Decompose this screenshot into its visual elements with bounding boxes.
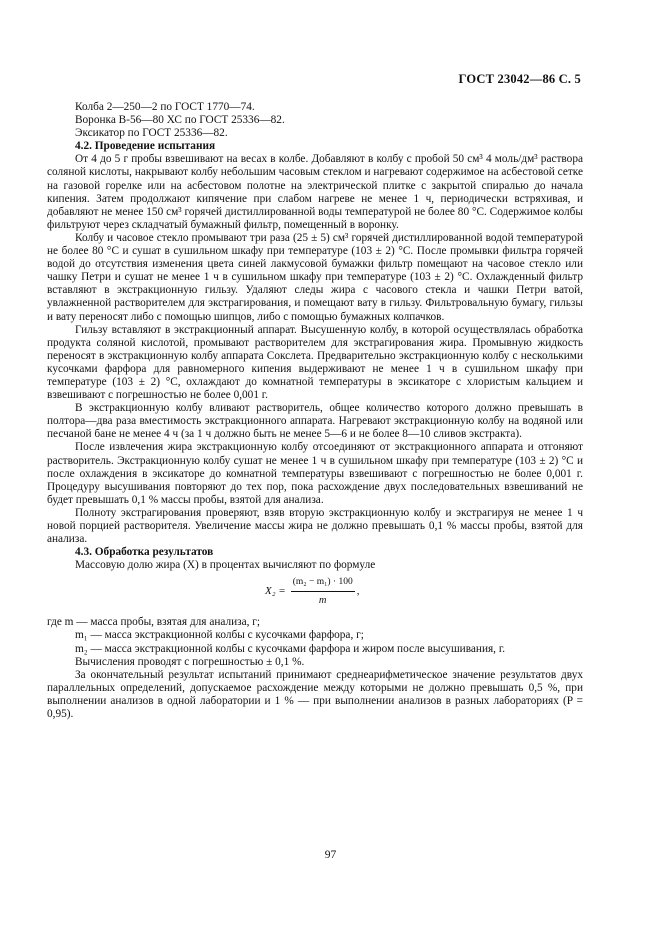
paragraph: Гильзу вставляют в экстракционный аппарат. Высушенную колбу, в которой осуществлялась обработка продукта соляной кислотой, промывают растворителем для экстрагирования жира. Промывную жидкость переносят в экстракционную колбу аппарата Сокслета. Предварительно экстракционную колбу с несколькими кусочками фарфора для равномерного кипения выдерживают не менее 1 ч в сушильном шкафу при температуре (103 ± 2) °С, охлаждают до комнатной температуры в эксикаторе с хлористым кальцием и взвешивают с погрешностью не более 0,001 г. [47,323,583,402]
equipment-item: Воронка В-56—80 ХС по ГОСТ 25336—82. [75,114,285,127]
formula-denominator: m [318,595,327,607]
page-header: ГОСТ 23042—86 С. 5 [458,72,581,86]
fat-fraction-formula [47,574,583,614]
definition-line: m₂ — масса экстракционной колбы с кусочками фарфора и жиром после высушивания, г. [75,642,506,655]
paragraph: В экстракционную колбу вливают растворитель, общее количество которого должно превышать в полтора—два раза вместимость экстракционного аппарата. Нагревают экстракционную колбу на водяной или песчаной бане не менее 4 ч (за 1 ч должно быть не менее 5—6 и не более 8—10 сливов экстракта). [47,402,583,441]
formula-fraction [291,576,355,607]
section-heading-4-2: 4.2. Проведение испытания [75,140,216,153]
paragraph: Колбу и часовое стекло промывают три раза (25 ± 5) см³ горячей дистиллированной водой температурой не более 80 °С и сушат в сушильном шкафу при температуре (103 ± 2) °С. После промывки фильтра горячей водой до отсутствия изменения цвета синей лакмусовой бумажки фильтр помещают на часовое стекло или чашку Петри и сушат не менее 1 ч в сушильном шкафу при температуре (103 ± 2) °С. Охлажденный фильтр вставляют в экстракционную гильзу. Удаляют следы жира с часового стекла и чашки Петри ватой, увлажненной растворителем для экстрагирования, и помещают вату в гильзу. Фильтровальную бумагу, гильзы и вату переносят либо с помощью шипцов, либо с помощью бумажных колпачков. [47,231,583,323]
definition-line: где m — масса пробы, взятая для анализа, г; [47,616,261,629]
equipment-item: Колба 2—250—2 по ГОСТ 1770—74. [75,101,255,113]
formula-numerator: (m₂ − m₁) · 100 [292,577,353,588]
section-heading-4-3: 4.3. Обработка результатов [75,546,214,559]
formula-tail: , [356,585,360,598]
paragraph: После извлечения жира экстракционную колбу отсоединяют от экстракционного аппарата и отгоняют растворитель. Экстракционную колбу сушат не менее 1 ч в сушильном шкафу при температуре (103 ± 2) °С и после охлаждения в эксикаторе до комнатной температуры взвешивают с погрешностью не более 0,001 г. Процедуру высушивания повторяют до тех пор, пока расхождение двух последовательных взвешиваний не будет превышать 0,1 % массы пробы, взятой для анализа. [47,441,583,506]
paragraph: Массовую долю жира (X) в процентах вычисляют по формуле [75,559,376,572]
fraction-bar [291,591,355,592]
paragraph: От 4 до 5 г пробы взвешивают на весах в колбе. Добавляют в колбу с пробой 50 см³ 4 моль/дм³ раствора соляной кислоты, накрывают колбу небольшим часовым стеклом и нагревают содержимое на асбестовой сетке на газовой горелке или на асбестовом полотне на электрической плитке с закрытой спиралью до начала кипения. Затем продолжают кипячение при слабом нагреве не менее 1 ч, периодически встряхивая, и добавляют не менее 150 см³ горячей дистиллированной воды температурой не более 80 °С. Содержимое колбы фильтруют через складчатый бумажный фильтр, помещенный в воронку. [47,153,583,231]
definition-line: m₁ — масса экстракционной колбы с кусочками фарфора, г; [75,629,364,642]
paragraph: За окончательный результат испытаний принимают среднеарифметическое значение результатов двух параллельных определений, допускаемое расхождение между которыми не должно превышать 0,5 %, при выполнении анализов в одной лаборатории и 1 % — при выполнении анализов в разных лабораториях (P = 0,95). [47,668,583,721]
formula-lhs: X₂ = [265,585,286,598]
document-body [47,101,583,721]
paragraph: Полноту экстрагирования проверяют, взяв вторую экстракционную колбу и экстрагируя не менее 1 ч новой порцией растворителя. Увеличение массы жира не должно превышать 0,1 % массы пробы, взятой для анализа. [47,506,583,546]
equipment-item: Эксикатор по ГОСТ 25336—82. [75,127,228,140]
page-number: 97 [324,849,337,861]
paragraph: Вычисления проводят с погрешностью ± 0,1 %. [75,655,305,668]
